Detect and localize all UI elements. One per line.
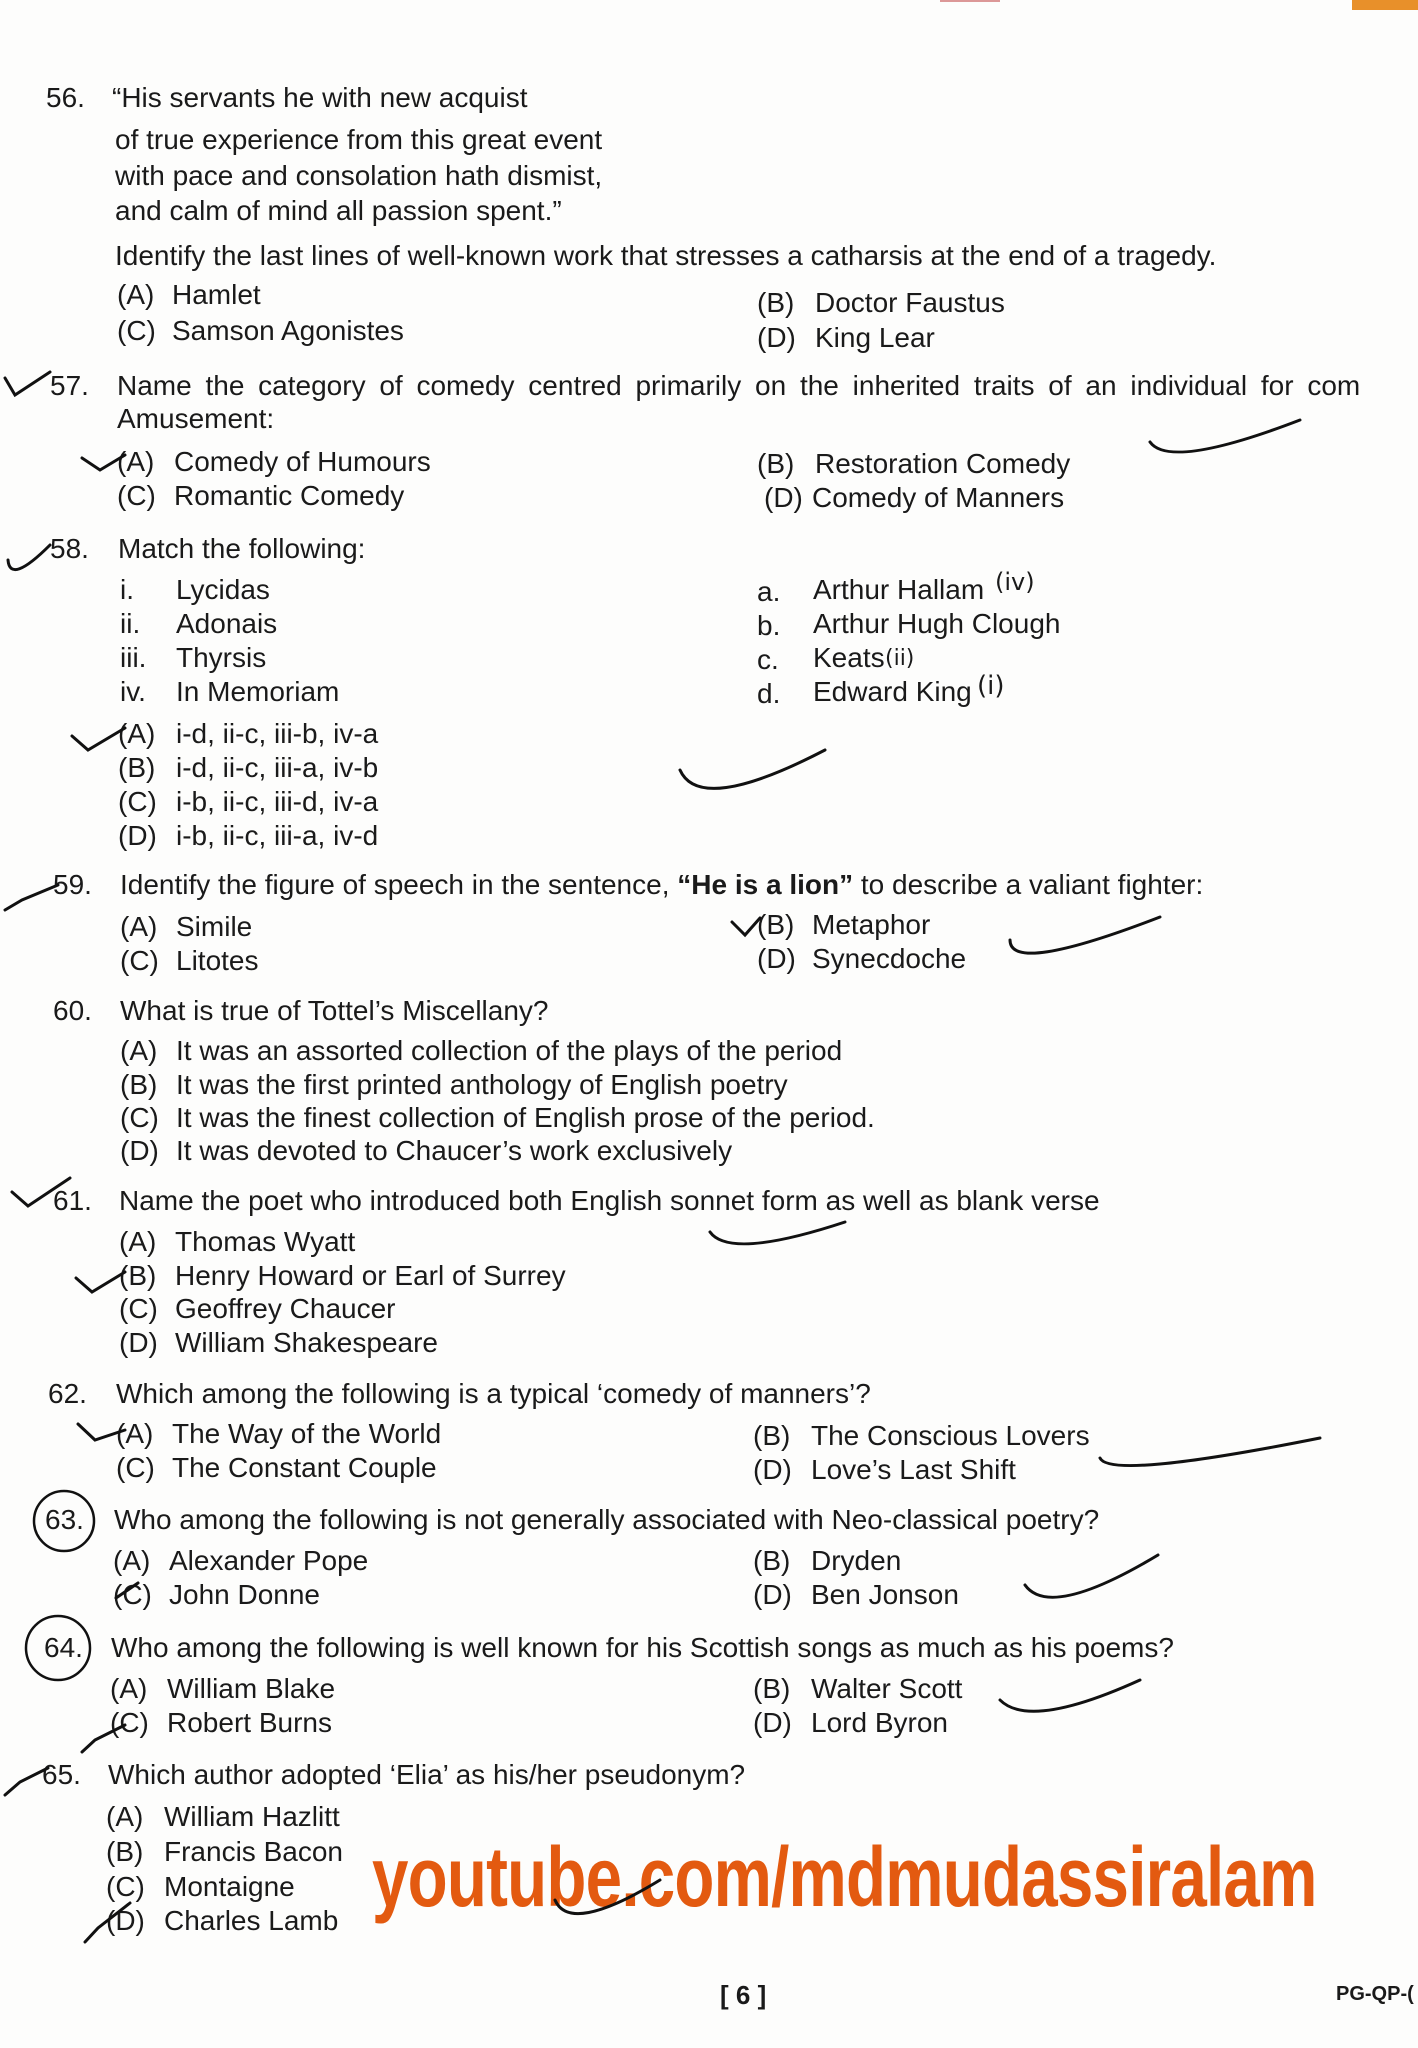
question-number: 56. <box>46 82 85 113</box>
match-right-text: Keats <box>813 642 885 673</box>
option-letter: (D) <box>753 1707 792 1738</box>
option-letter: (C) <box>116 1452 155 1483</box>
option-text: Henry Howard or Earl of Surrey <box>175 1260 566 1291</box>
option-text: i-d, ii-c, iii-a, iv-b <box>176 752 379 783</box>
match-left-letter: i. <box>120 574 134 605</box>
option-text: Montaigne <box>164 1871 295 1902</box>
option-letter: (B) <box>757 448 795 479</box>
option-letter: (C) <box>118 786 157 817</box>
tick-icon <box>5 372 50 395</box>
option-letter: (B) <box>118 752 156 783</box>
option-letter: (D) <box>119 1327 158 1358</box>
option-text: Robert Burns <box>167 1707 332 1738</box>
match-left-text: Adonais <box>176 608 278 639</box>
question-prompt: Identify the last lines of well-known work that stresses a catharsis at the end of a tragedy. <box>115 240 1217 271</box>
option-text: Doctor Faustus <box>815 287 1005 318</box>
option-text: Thomas Wyatt <box>175 1226 356 1257</box>
option-letter: (D) <box>757 322 796 353</box>
option-text: It was devoted to Chaucer’s work exclusively <box>176 1135 733 1166</box>
question-number: 65. <box>42 1759 81 1790</box>
prompt-text: to describe a valiant fighter: <box>853 869 1204 900</box>
option-text: Love’s Last Shift <box>811 1454 1016 1485</box>
option-letter: (C) <box>120 1102 159 1133</box>
quote-line: “His servants he with new acquist <box>112 82 528 113</box>
match-right-letter: c. <box>757 644 779 675</box>
quote-line: and calm of mind all passion spent.” <box>115 195 562 226</box>
question-number: 64. <box>44 1632 83 1663</box>
match-right-text: Edward King <box>813 676 972 707</box>
red-header-mark <box>940 0 1000 10</box>
option-text: The Constant Couple <box>172 1452 437 1483</box>
option-letter: (B) <box>120 1069 158 1100</box>
option-letter: (B) <box>106 1836 144 1867</box>
option-text: Francis Bacon <box>164 1836 343 1867</box>
option-text: Alexander Pope <box>169 1545 369 1576</box>
option-letter: (A) <box>110 1673 148 1704</box>
question-prompt: Match the following: <box>118 533 366 564</box>
option-text: Synecdoche <box>812 943 967 974</box>
question-prompt: Which among the following is a typical ‘comedy of manners’? <box>116 1378 871 1409</box>
option-text: Comedy of Manners <box>812 482 1065 513</box>
option-text: Simile <box>176 911 253 942</box>
handwritten-note: (iv) <box>995 568 1035 596</box>
tick-icon <box>1025 1555 1158 1597</box>
option-text: William Hazlitt <box>164 1801 340 1832</box>
handwritten-note: (ii) <box>885 646 915 671</box>
watermark-url: youtube.com/mdmudassiralam <box>372 1830 1317 1924</box>
option-text: i-d, ii-c, iii-b, iv-a <box>176 718 379 749</box>
tick-icon <box>1000 1680 1140 1711</box>
question-number: 57. <box>50 370 89 401</box>
option-text: Ben Jonson <box>811 1579 959 1610</box>
option-text: Restoration Comedy <box>815 448 1071 479</box>
option-letter: (B) <box>757 287 795 318</box>
question-prompt: Who among the following is not generally associated with Neo-classical poetry? <box>114 1504 1100 1535</box>
prompt-quote: “He is a lion” <box>677 869 854 900</box>
option-letter: (A) <box>118 718 156 749</box>
option-letter: (D) <box>753 1454 792 1485</box>
option-letter: (A) <box>106 1801 144 1832</box>
option-text: The Conscious Lovers <box>811 1420 1090 1451</box>
question-prompt <box>120 869 1203 901</box>
match-right-letter: d. <box>757 678 781 709</box>
prompt-text: Identify the figure of speech in the sentence, <box>120 869 678 900</box>
question-prompt: Which author adopted ‘Elia’ as his/her pseudonym? <box>108 1759 746 1790</box>
option-text: It was the first printed anthology of English poetry <box>176 1069 788 1100</box>
question-prompt: Name the category of comedy centred primarily on the inherited traits of an individual for com <box>117 370 1361 401</box>
option-text: The Way of the World <box>172 1418 442 1449</box>
option-text: Samson Agonistes <box>172 315 404 346</box>
option-letter: (C) <box>120 945 159 976</box>
option-letter: (B) <box>753 1545 791 1576</box>
quote-line: of true experience from this great event <box>115 124 603 155</box>
match-right-letter: b. <box>757 610 781 641</box>
option-text: It was an assorted collection of the plays of the period <box>176 1035 843 1066</box>
option-text: It was the finest collection of English prose of the period. <box>176 1102 875 1133</box>
match-right-text: Arthur Hugh Clough <box>813 608 1061 639</box>
option-letter: (B) <box>753 1673 791 1704</box>
tick-icon <box>1010 917 1160 953</box>
tick-icon <box>1150 420 1300 452</box>
option-text: Comedy of Humours <box>174 446 431 477</box>
option-letter: (B) <box>119 1260 157 1291</box>
option-text: Romantic Comedy <box>174 480 405 511</box>
match-left-letter: iv. <box>120 676 146 707</box>
option-letter: (A) <box>113 1545 151 1576</box>
question-number: 63. <box>45 1504 84 1535</box>
match-right-text: Arthur Hallam <box>813 574 985 605</box>
page-number: [ 6 ] <box>720 1980 767 2010</box>
tick-icon <box>680 750 825 788</box>
option-text: Geoffrey Chaucer <box>175 1293 396 1324</box>
option-text: i-b, ii-c, iii-a, iv-d <box>176 820 379 851</box>
option-letter: (A) <box>120 911 158 942</box>
match-left-text: Lycidas <box>176 574 270 605</box>
option-letter: (C) <box>110 1707 149 1738</box>
option-text: Walter Scott <box>811 1673 963 1704</box>
option-text: i-b, ii-c, iii-d, iv-a <box>176 786 379 817</box>
option-letter: (C) <box>106 1871 145 1902</box>
option-letter: (D) <box>120 1135 159 1166</box>
option-letter: (A) <box>117 279 155 310</box>
option-letter: (A) <box>116 1418 154 1449</box>
question-prompt: What is true of Tottel’s Miscellany? <box>120 995 549 1026</box>
match-left-text: Thyrsis <box>176 642 267 673</box>
option-letter: (C) <box>119 1293 158 1324</box>
option-text: Lord Byron <box>811 1707 948 1738</box>
question-number: 60. <box>53 995 92 1026</box>
option-text: Hamlet <box>172 279 261 310</box>
option-letter: (A) <box>120 1035 158 1066</box>
option-letter: (D) <box>753 1579 792 1610</box>
question-number: 61. <box>53 1185 92 1216</box>
option-letter: (B) <box>753 1420 791 1451</box>
tick-icon <box>76 1272 125 1292</box>
question-number: 62. <box>48 1378 87 1409</box>
option-letter: (D) <box>118 820 157 851</box>
option-text: William Shakespeare <box>175 1327 438 1358</box>
question-prompt-cont: Amusement: <box>117 403 275 434</box>
option-letter: (C) <box>117 315 156 346</box>
option-text: Litotes <box>176 945 259 976</box>
option-text: John Donne <box>169 1579 321 1610</box>
match-left-letter: ii. <box>120 608 141 639</box>
option-letter: (D) <box>764 482 803 513</box>
match-right-letter: a. <box>757 576 781 607</box>
tick-icon <box>732 918 760 935</box>
tick-icon <box>1100 1438 1320 1466</box>
option-letter: (D) <box>757 943 796 974</box>
option-letter: (C) <box>113 1579 152 1610</box>
option-text: Metaphor <box>812 909 931 940</box>
option-text: Dryden <box>811 1545 902 1576</box>
paper-code: PG-QP-( <box>1336 1983 1414 2005</box>
option-letter: (B) <box>757 909 795 940</box>
option-letter: (D) <box>106 1905 145 1936</box>
question-number: 59. <box>53 869 92 900</box>
handwritten-note: (i) <box>977 671 1005 701</box>
tick-icon <box>5 885 58 910</box>
tick-icon <box>710 1222 845 1244</box>
match-left-text: In Memoriam <box>176 676 340 707</box>
match-left-letter: iii. <box>120 642 147 673</box>
option-text: Charles Lamb <box>164 1905 339 1936</box>
tick-icon <box>8 545 50 570</box>
option-text: King Lear <box>815 322 935 353</box>
option-letter: (A) <box>119 1226 157 1257</box>
quote-line: with pace and consolation hath dismist, <box>115 160 603 191</box>
question-prompt: Name the poet who introduced both English sonnet form as well as blank verse <box>119 1185 1100 1216</box>
option-letter: (A) <box>117 446 155 477</box>
option-letter: (C) <box>117 480 156 511</box>
option-text: William Blake <box>167 1673 336 1704</box>
question-prompt: Who among the following is well known for his Scottish songs as much as his poems? <box>111 1632 1174 1663</box>
orange-corner-mark <box>1352 0 1418 10</box>
question-number: 58. <box>50 533 89 564</box>
